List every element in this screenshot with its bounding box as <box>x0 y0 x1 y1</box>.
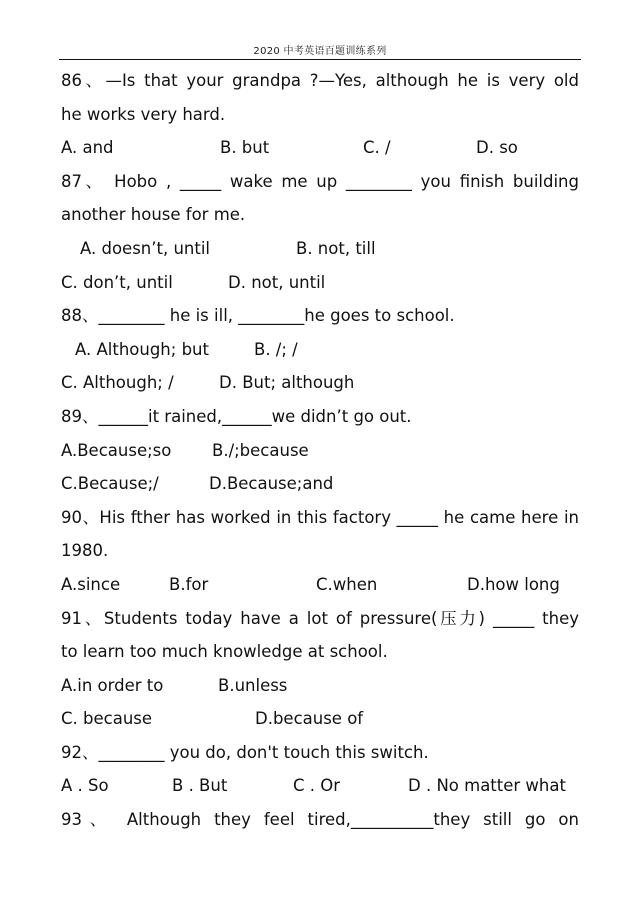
option-d: D . No matter what <box>408 776 566 796</box>
option-d: D. But; although <box>219 373 355 393</box>
question-88-options-row2 <box>61 366 579 400</box>
question-90-text-cont: 1980. <box>61 541 109 561</box>
option-a: A.since <box>61 574 121 594</box>
question-list <box>61 64 579 837</box>
option-c: C. because <box>61 709 153 729</box>
question-86-text: 86、—Is that your grandpa ?—Yes, although he is very old <box>61 71 579 90</box>
option-a: A . So <box>61 776 109 796</box>
option-b: B. /; / <box>254 339 298 359</box>
question-86-options <box>61 131 579 165</box>
option-a: A. Although; but <box>75 339 209 359</box>
option-c: C . Or <box>293 776 341 796</box>
option-c: C.when <box>316 574 378 594</box>
option-d: D.because of <box>255 709 364 729</box>
question-89-options-row2 <box>61 467 579 501</box>
page-header: 2020 中考英语百题训练系列 <box>253 46 387 57</box>
question-87-text-cont: another house for me. <box>61 205 246 225</box>
option-d: D. not, until <box>228 272 326 292</box>
option-a: A. and <box>61 138 114 158</box>
question-87-options-row2 <box>61 266 579 300</box>
option-b: B.unless <box>218 675 288 695</box>
option-a: A.Because;so <box>61 440 172 460</box>
question-87-options-row1 <box>61 232 579 266</box>
option-b: B . But <box>172 776 228 796</box>
option-b: B.for <box>169 574 209 594</box>
question-89-options-row1 <box>61 434 579 468</box>
option-d: D.Because;and <box>209 474 334 494</box>
option-c: C. / <box>363 138 391 158</box>
question-92-options <box>61 769 579 803</box>
question-91-options-row2 <box>61 702 579 736</box>
question-90-options <box>61 568 579 602</box>
question-86-text-cont: he works very hard. <box>61 104 226 124</box>
option-a: A. doesn’t, until <box>80 238 211 258</box>
question-91-options-row1 <box>61 669 579 703</box>
option-a: A.in order to <box>61 675 164 695</box>
option-d: D. so <box>476 138 518 158</box>
option-b: B./;because <box>212 440 309 460</box>
question-87-text: 87、 Hobo , _____ wake me up ________ you finish building <box>61 171 579 191</box>
question-91-text-cont: to learn too much knowledge at school. <box>61 642 388 662</box>
question-88-options-row1 <box>61 333 579 367</box>
question-89-text: 89、______it rained,______we didn’t go out. <box>61 406 412 426</box>
question-91-text: 91、Students today have a lot of pressure(压力) _____ they <box>61 608 579 628</box>
question-90-text: 90、His fther has worked in this factory _____ he came here in <box>61 507 579 527</box>
option-c: C. Although; / <box>61 373 174 393</box>
option-b: B. not, till <box>296 238 376 258</box>
question-88-text: 88、________ he is ill, ________he goes to school. <box>61 306 455 326</box>
option-d: D.how long <box>467 574 560 594</box>
question-92-text: 92、________ you do, don't touch this switch. <box>61 742 429 762</box>
option-b: B. but <box>220 138 270 158</box>
question-93-text: 93、 Although they feel tired,__________they still go on <box>61 810 579 830</box>
header-divider <box>59 59 581 60</box>
option-c: C. don’t, until <box>61 272 173 292</box>
option-c: C.Because;/ <box>61 474 159 494</box>
